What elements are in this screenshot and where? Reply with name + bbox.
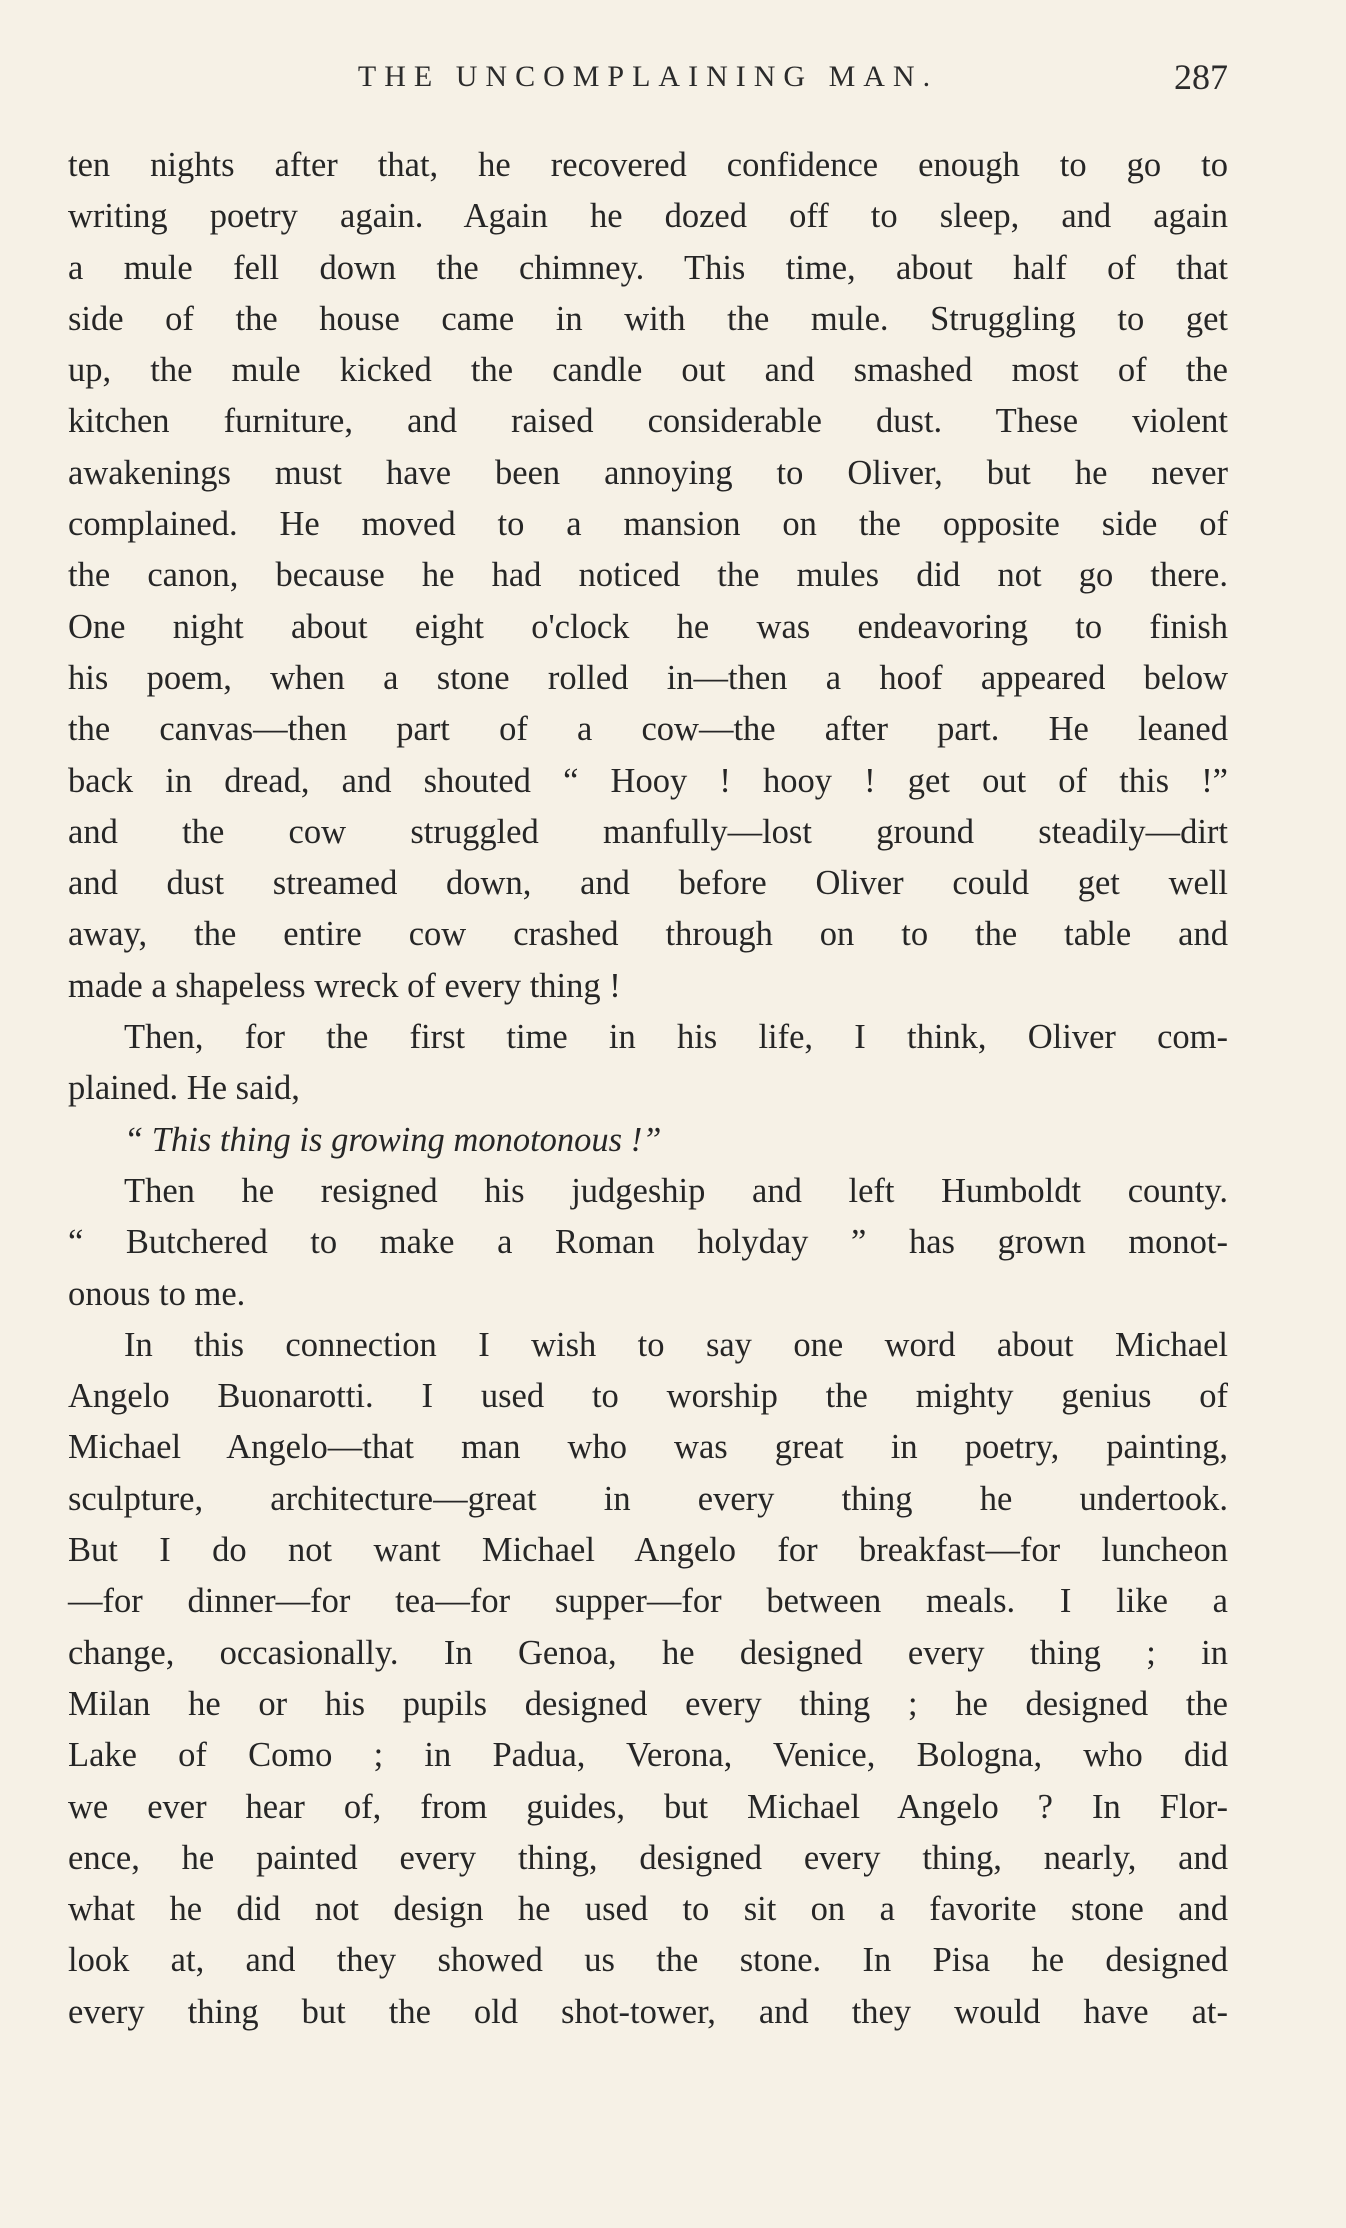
text-line: onous to me. (68, 1274, 246, 1313)
text-line: Michael Angelo—that man who was great in poetry, painting, (68, 1428, 1228, 1467)
text-line: and dust streamed down, and before Oliver could get well (68, 864, 1228, 903)
text-line: writing poetry again. Again he dozed off to sleep, and again (68, 197, 1228, 236)
text-line: side of the house came in with the mule. Struggling to get (68, 299, 1228, 338)
text-line: the canvas—then part of a cow—the after part. He leaned (68, 710, 1228, 749)
text-line: Lake of Como ; in Padua, Verona, Venice, Bologna, who did (68, 1736, 1228, 1775)
page-number: 287 (1174, 57, 1228, 97)
text-line: we ever hear of, from guides, but Michael Angelo ? In Flor- (68, 1787, 1228, 1826)
text-line: ten nights after that, he recovered confidence enough to go to (68, 146, 1228, 184)
text-line: One night about eight o'clock he was endeavoring to finish (68, 607, 1228, 646)
paragraph-start-line: Then, for the first time in his life, I think, Oliver com- (124, 1018, 1228, 1057)
text-line: change, occasionally. In Genoa, he designed every thing ; in (68, 1633, 1228, 1672)
body-text (68, 140, 1228, 2038)
text-line: and the cow struggled manfully—lost ground steadily—dirt (68, 812, 1228, 851)
paragraph-start-line: Then he resigned his judgeship and left Humboldt county. (124, 1171, 1228, 1210)
text-line: his poem, when a stone rolled in—then a hoof appeared below (68, 658, 1228, 697)
text-line: “ Butchered to make a Roman holyday ” has grown monot- (68, 1223, 1228, 1262)
text-line: awakenings must have been annoying to Oliver, but he never (68, 453, 1228, 492)
text-line: Milan he or his pupils designed every thing ; he designed the (68, 1684, 1228, 1723)
text-line: But I do not want Michael Angelo for breakfast—for luncheon (68, 1531, 1228, 1570)
text-line: made a shapeless wreck of every thing ! (68, 966, 621, 1005)
text-line: back in dread, and shouted “ Hooy ! hooy ! get out of this !” (68, 761, 1228, 800)
text-line: what he did not design he used to sit on a favorite stone and (68, 1890, 1228, 1929)
text-line: a mule fell down the chimney. This time, about half of that (68, 248, 1228, 287)
text-line: —for dinner—for tea—for supper—for between meals. I like a (68, 1582, 1228, 1621)
text-line: plained. He said, (68, 1069, 300, 1108)
running-title: THE UNCOMPLAINING MAN. (357, 60, 939, 93)
text-line: away, the entire cow crashed through on to the table and (68, 915, 1228, 954)
text-line: up, the mule kicked the candle out and smashed most of the (68, 351, 1228, 390)
text-line: Angelo Buonarotti. I used to worship the mighty genius of (68, 1377, 1228, 1416)
text-line: kitchen furniture, and raised considerable dust. These violent (68, 402, 1228, 441)
text-line: sculpture, architecture—great in every thing he undertook. (68, 1479, 1228, 1518)
running-head (68, 57, 1228, 110)
text-line: complained. He moved to a mansion on the opposite side of (68, 505, 1228, 544)
quoted-line: “ This thing is growing monotonous !” (124, 1120, 662, 1159)
text-line: the canon, because he had noticed the mules did not go there. (68, 556, 1228, 595)
text-line: look at, and they showed us the stone. In Pisa he designed (68, 1941, 1228, 1980)
text-line: ence, he painted every thing, designed every thing, nearly, and (68, 1838, 1228, 1877)
text-line: every thing but the old shot-tower, and they would have at- (68, 1992, 1228, 2031)
paragraph-start-line: In this connection I wish to say one word about Michael (124, 1325, 1228, 1364)
